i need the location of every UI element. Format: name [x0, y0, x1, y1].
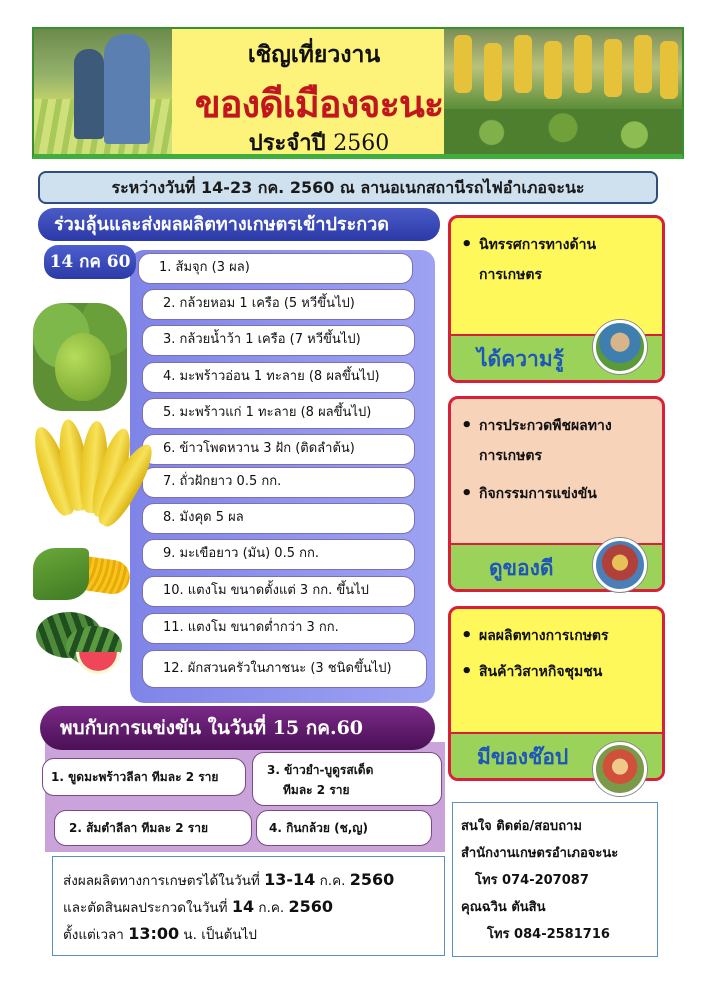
contest-item: 6. ข้าวโพดหวาน 3 ฝัก (ติดลำต้น): [142, 434, 415, 465]
event-date-bar: ระหว่างวันที่ 14-23 กค. 2560 ณ ลานอเนกสถานีรถไฟอำเภอจะนะ: [38, 171, 658, 204]
header-banner: [32, 27, 684, 159]
contest-item: 7. ถั่วฝักยาว 0.5 กก.: [142, 467, 415, 498]
contact-phone: โทร 074-207087: [475, 873, 589, 888]
exhibition-photo: [593, 320, 647, 374]
competition-item: 4. กินกล้วย (ช,ญ): [256, 810, 432, 846]
card-footer: ดูของดี: [451, 543, 662, 589]
card-bullet: • สินค้าวิสาหกิจชุมชน: [461, 657, 652, 687]
contest-item: 3. กล้วยน้ำว้า 1 เครือ (7 หวีขึ้นไป): [142, 325, 415, 356]
market-photo: [34, 29, 172, 156]
contest-item: 1. ส้มจุก (3 ผล): [138, 253, 413, 284]
card-footer: ได้ความรู้: [451, 334, 662, 380]
market-stall-photo: [593, 742, 647, 796]
fruit-stall-photo: [444, 29, 682, 156]
contest-item: 8. มังคุด 5 ผล: [142, 503, 415, 534]
contest-item: 2. กล้วยหอม 1 เครือ (5 หวีขึ้นไป): [142, 289, 415, 320]
contact-person: คุณฉวิน ตันสิน: [461, 900, 546, 915]
card-bullet: • นิทรรศการทางด้าน: [461, 230, 652, 260]
contact-box: [452, 802, 658, 957]
competition-item: 1. ขูดมะพร้าวลีลา ทีมละ 2 ราย: [42, 758, 246, 796]
card-bullet-cont: การเกษตร: [479, 267, 542, 283]
contest-item: 9. มะเขือยาว (มัน) 0.5 กก.: [142, 539, 415, 570]
contest-date-pill: 14 กค 60: [44, 245, 136, 279]
header-year-line: [204, 125, 434, 159]
competition-item: [252, 752, 442, 806]
card-footer: มีของช๊อป: [451, 732, 662, 778]
contest-photo: [593, 538, 647, 592]
note-line: ส่งผลผลิตทางการเกษตรได้ในวันที่ 13-14 ก.ค. 2560: [63, 870, 395, 889]
card-bullet-cont: การเกษตร: [479, 448, 542, 464]
note-line: และตัดสินผลประกวดในวันที่ 14 ก.ค. 2560: [63, 897, 334, 916]
competition-item-line: 3. ข้าวยำ-บูดูรสเด็ด: [267, 763, 374, 777]
contact-line: สนใจ ติดต่อ/สอบถาม: [461, 819, 582, 834]
card-bullet: • ผลผลิตทางการเกษตร: [461, 621, 652, 651]
header-invite: เชิญเที่ยวงาน: [247, 42, 381, 68]
contest-item: 12. ผักสวนครัวในภาชนะ (3 ชนิดขึ้นไป): [142, 650, 427, 688]
contest-item: 10. แตงโม ขนาดตั้งแต่ 3 กก. ขึ้นไป: [142, 576, 415, 607]
contest-item: 4. มะพร้าวอ่อน 1 ทะลาย (8 ผลขึ้นไป): [142, 362, 415, 393]
contest-item: 11. แตงโม ขนาดต่ำกว่า 3 กก.: [142, 613, 415, 644]
contact-phone: โทร 084-2581716: [487, 927, 610, 942]
pomelo-image: [33, 303, 127, 411]
corn-image: [33, 546, 133, 604]
submission-note: [52, 856, 445, 956]
contest-item: 5. มะพร้าวแก่ 1 ทะลาย (8 ผลขึ้นไป): [142, 398, 415, 429]
card-bullet: • กิจกรรมการแข่งขัน: [461, 479, 652, 509]
contact-office: สำนักงานเกษตรอำเภอจะนะ: [461, 846, 619, 861]
watermelon-image: [36, 612, 124, 672]
note-line: ตั้งแต่เวลา 13:00 น. เป็นต้นไป: [63, 924, 257, 943]
banana-image: [33, 415, 143, 527]
competition-title: พบกับการแข่งขัน ในวันที่ 15 กค.60: [40, 706, 435, 750]
header-year: 2560: [333, 131, 390, 156]
contest-section-title: ร่วมลุ้นและส่งผลผลิตทางเกษตรเข้าประกวด: [38, 208, 440, 241]
card-bullet: • การประกวดพืชผลทาง: [461, 411, 652, 441]
competition-item-line: ทีมละ 2 ราย: [283, 783, 350, 797]
header-year-prefix: ประจำปี: [248, 131, 326, 156]
competition-item: 2. ส้มตำลีลา ทีมละ 2 ราย: [54, 810, 252, 846]
header-event-name: ของดีเมืองจะนะ: [194, 82, 444, 126]
